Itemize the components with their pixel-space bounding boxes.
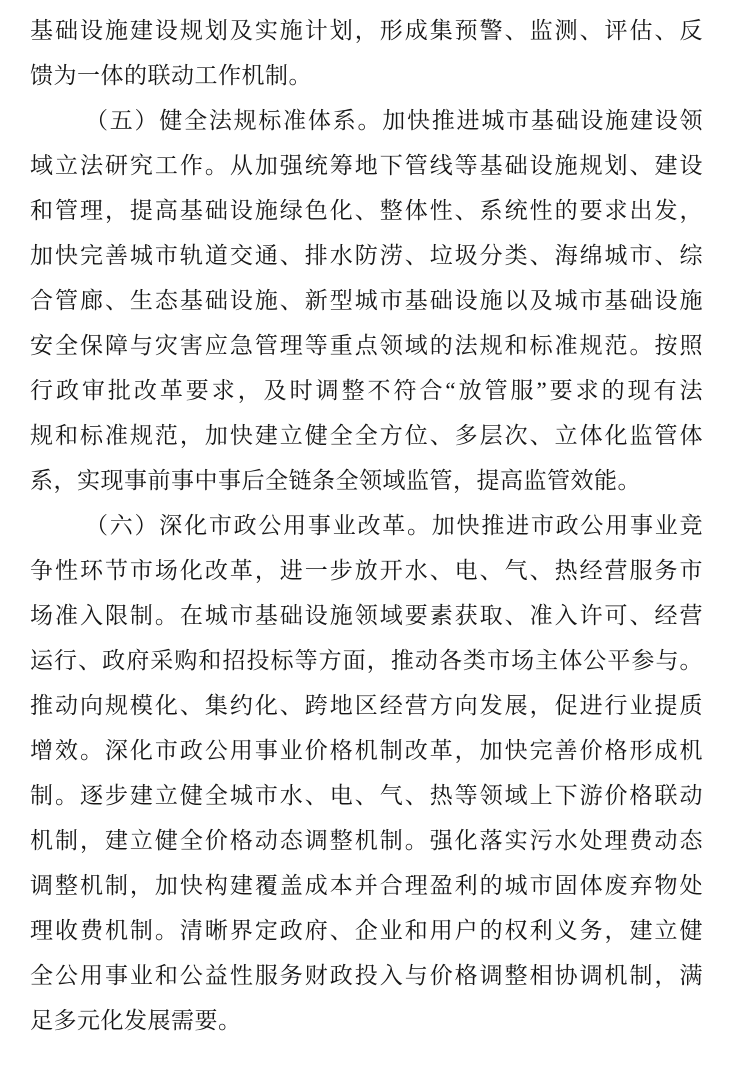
paragraph-continuation [30,8,703,98]
section-6-heading-line: （六）深化市政公用事业改革。加快推进市政公用事业竞 [85,513,703,538]
text-line: 制。逐步建立健全城市水、电、气、热等领域上下游价格联动 [30,783,703,808]
text-line: 系，实现事前事中事后全链条全领域监管，提高监管效能。 [30,468,641,493]
text-line: 调整机制，加快构建覆盖成本并合理盈利的城市固体废弃物处 [30,873,703,898]
section-5-heading-line: （五）健全法规标准体系。加快推进城市基础设施建设领 [85,108,703,133]
text-line: 机制，建立健全价格动态调整机制。强化落实污水处理费动态 [30,828,703,853]
text-line: 基础设施建设规划及实施计划，形成集预警、监测、评估、反 [30,18,703,43]
text-line: 域立法研究工作。从加强统筹地下管线等基础设施规划、建设 [30,153,703,178]
text-line: 全公用事业和公益性服务财政投入与价格调整相协调机制，满 [30,963,703,988]
paragraph-section-5 [30,98,703,503]
text-line: 行政审批改革要求，及时调整不符合“放管服”要求的现有法 [30,378,703,403]
text-line: 和管理，提高基础设施绿色化、整体性、系统性的要求出发， [30,198,703,223]
text-line: 运行、政府采购和招投标等方面，推动各类市场主体公平参与。 [30,648,703,673]
text-line: 增效。深化市政公用事业价格机制改革，加快完善价格形成机 [30,738,703,763]
text-line: 馈为一体的联动工作机制。 [30,63,312,88]
text-line: 推动向规模化、集约化、跨地区经营方向发展，促进行业提质 [30,693,703,718]
text-line: 规和标准规范，加快建立健全全方位、多层次、立体化监管体 [30,423,703,448]
text-line: 安全保障与灾害应急管理等重点领域的法规和标准规范。按照 [30,333,703,358]
paragraph-section-6 [30,503,703,1043]
text-line: 争性环节市场化改革，进一步放开水、电、气、热经营服务市 [30,558,703,583]
text-line: 足多元化发展需要。 [30,1008,242,1033]
text-line: 理收费机制。清晰界定政府、企业和用户的权利义务，建立健 [30,918,703,943]
text-line: 场准入限制。在城市基础设施领域要素获取、准入许可、经营 [30,603,703,628]
text-line: 加快完善城市轨道交通、排水防涝、垃圾分类、海绵城市、综 [30,243,703,268]
text-line: 合管廊、生态基础设施、新型城市基础设施以及城市基础设施 [30,288,703,313]
